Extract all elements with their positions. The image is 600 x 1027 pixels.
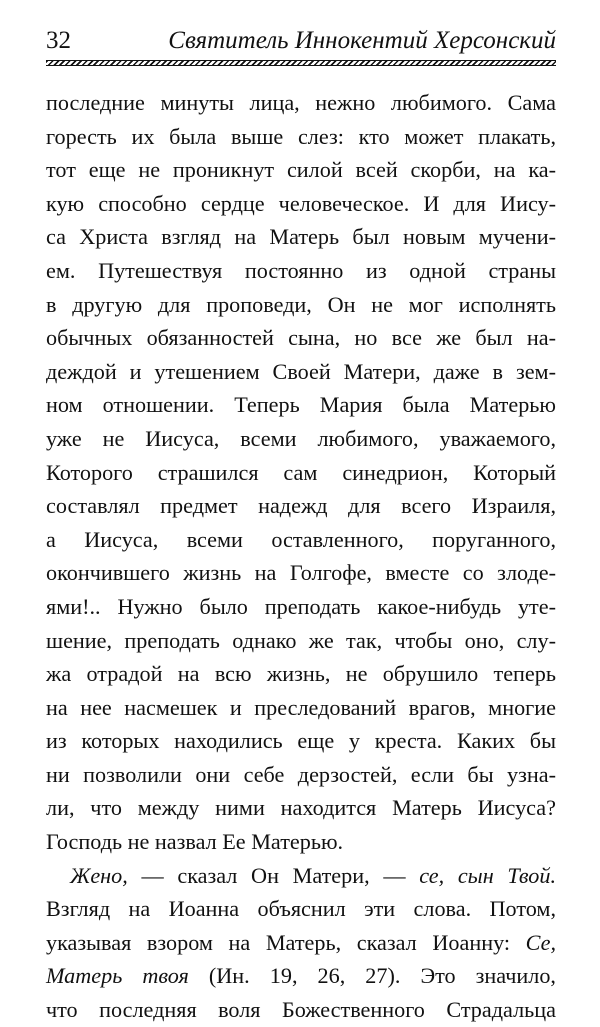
text-run: — сказал Он Матери, —	[127, 862, 420, 888]
page-number: 32	[46, 27, 71, 54]
paragraph-2	[46, 859, 556, 1027]
italic-phrase: се, сын Твой.	[419, 862, 556, 888]
text-line: тот еще не проникнут силой всей скорби, на ка-	[46, 157, 556, 183]
text-line: из которых находились еще у креста. Каких бы	[46, 728, 556, 754]
text-line: а Иисуса, всеми оставленного, поруганного,	[46, 526, 556, 552]
text-run: (Ин. 19, 26, 27). Это значило,	[188, 963, 556, 989]
text-line: горесть их была выше слез: кто может плакать,	[46, 123, 556, 149]
text-line: ем. Путешествуя постоянно из одной страны	[46, 257, 556, 283]
header-ornamental-rule	[46, 60, 556, 66]
text-line: са Христа взгляд на Матерь был новым мучени-	[46, 224, 556, 250]
text-line: уже не Иисуса, всеми любимого, уважаемого,	[46, 425, 556, 451]
text-line	[46, 926, 556, 960]
text-line: кую способно сердце человеческое. И для Иису-	[46, 190, 556, 216]
running-head-title: Святитель Иннокентий Херсонский	[168, 27, 556, 54]
text-line: в другую для проповеди, Он не мог исполнять	[46, 291, 556, 317]
text-line: обычных обязанностей сына, но все же был на-	[46, 325, 556, 351]
text-line: ни позволили они себе дерзостей, если бы узна-	[46, 761, 556, 787]
text-line: составлял предмет надежд для всего Израиля,	[46, 493, 556, 519]
running-head	[46, 26, 556, 56]
text-line: ном отношении. Теперь Мария была Матерью	[46, 392, 556, 418]
text-line: жа отрадой на всю жизнь, не обрушило теперь	[46, 661, 556, 687]
text-line	[46, 959, 556, 993]
italic-phrase: Се,	[525, 929, 556, 955]
italic-phrase: Жено,	[70, 862, 128, 888]
text-line: Господь не назвал Ее Матерью.	[46, 829, 344, 855]
text-line: Взгляд на Иоанна объяснил эти слова. Потом,	[46, 896, 556, 922]
text-line: ями!.. Нужно было преподать какое-нибудь уте-	[46, 593, 556, 619]
text-line: Которого страшился сам синедрион, Который	[46, 459, 556, 485]
text-line: шение, преподать однако же так, чтобы оно, слу-	[46, 627, 556, 653]
text-run: указывая взором на Матерь, сказал Иоанну:	[46, 929, 526, 955]
text-line: последние минуты лица, нежно любимого. Сама	[46, 90, 556, 115]
text-line: окончившего жизнь на Голгофе, вместе со злоде-	[46, 560, 556, 586]
text-line: что последняя воля Божественного Страдальца	[46, 997, 556, 1023]
text-line	[46, 859, 556, 893]
text-line: деждой и утешением Своей Матери, даже в зем-	[46, 358, 556, 384]
body-text	[46, 86, 556, 1027]
paragraph-1	[46, 86, 556, 859]
text-line: на нее насмешек и преследований врагов, многие	[46, 694, 556, 720]
text-line: ли, что между ними находится Матерь Иисуса?	[46, 795, 556, 821]
italic-phrase: Матерь твоя	[46, 963, 189, 989]
